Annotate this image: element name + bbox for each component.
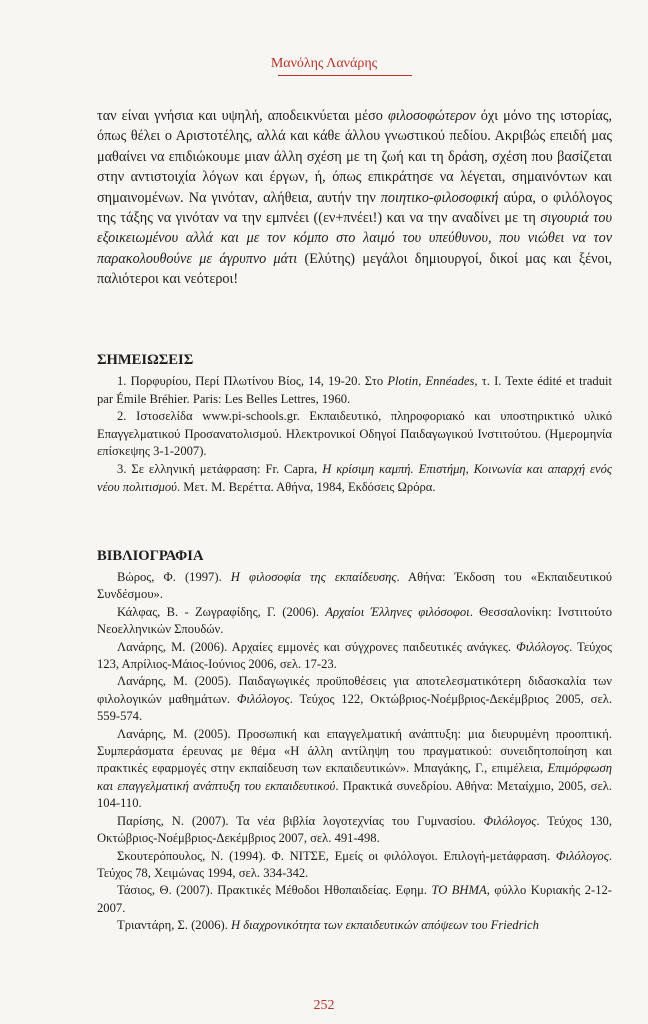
running-header: Μανόλης Λανάρης: [270, 56, 378, 71]
bibliography-list: [97, 569, 612, 935]
note-item: 3. Σε ελληνική μετάφραση: Fr. Capra, Η κρίσιμη καμπή. Επιστήμη, Κοινωνία και απαρχή ενός νέου πολιτισμού. Μετ. Μ. Βερέττα. Αθήνα, 1984, Εκδόσεις Ωρόρα.: [97, 461, 612, 494]
page-number: 252: [313, 998, 335, 1013]
bibliography-entry: Τάσιος, Θ. (2007). Πρακτικές Μέθοδοι Ηθοπαιδείας. Εφημ. ΤΟ ΒΗΜΑ, φύλλο Κυριακής 2-12-2007.: [97, 883, 612, 915]
bibliography-entry: Παρίσης, Ν. (2007). Τα νέα βιβλία λογοτεχνίας του Γυμνασίου. Φιλόλογος. Τεύχος 130, Οκτώβριος-Νοέμβριος-Δεκέμβριος 2007, σελ. 491-498.: [97, 813, 613, 846]
bibliography-heading: ΒΙΒΛΙΟΓΡΑΦΙΑ: [97, 548, 204, 564]
bibliography-entry: Τριαντάρη, Σ. (2006). Η διαχρονικότητα των εκπαιδευτικών απόψεων του Friedrich: [117, 918, 539, 933]
note-item: 1. Πορφυρίου, Περί Πλωτίνου Βίος, 14, 19-20. Στο Plotin, Ennéades, τ. I. Texte édité et traduit par Émile Bréhier. Paris: Les Belles Lettres, 1960.: [97, 374, 613, 406]
bibliography-entry: Λανάρης, Μ. (2006). Αρχαίες εμμονές και σύγχρονες παιδευτικές ανάγκες. Φιλόλογος. Τεύχος 123, Απρίλιος-Μάιος-Ιούνιος 2006, σελ. 17-23.: [97, 639, 612, 672]
notes-list: [97, 373, 612, 496]
body-paragraph: ταν είναι γνήσια και υψηλή, αποδεικνύεται μέσο φιλοσοφώτερον όχι μόνο της ιστορίας, όπως θέλει ο Αριστοτέλης, αλλά και κάθε άλλου γνωστικού πεδίου. Ακριβώς επειδή μας μαθαίνει να επιδιώκουμε μιαν άλλη σχέση με τη ζωή και τη δράση, σχέση που βασίζεται στην αντιστοιχία λόγων και έργων, ή, όπως επικράτησε να λέγεται, σημαινόντων και σημαινομένων. Να γινόταν, αλήθεια, αυτήν την ποιητικο-φιλοσοφική αύρα, ο φιλόλογος της τάξης να γινόταν να την εμπνέει ((εν+πνέει!) και να την αναδίνει με τη σιγουριά του εξοικειωμένου αλλά και με τον κόμπο στο λαιμό του υπεύθυνου, που νιώθει να τον παρακολουθούνε με άγρυπνο μάτι (Ελύτης) μεγάλοι δημιουργοί, δικοί μας και ξένοι, παλιότεροι και νεότεροι!: [97, 108, 613, 288]
bibliography-entry: Κάλφας, Β. - Ζωγραφίδης, Γ. (2006). Αρχαίοι Έλληνες φιλόσοφοι. Θεσσαλονίκη: Ινστιτούτο Νεοελληνικών Σπουδών.: [97, 604, 612, 637]
note-item: 2. Ιστοσελίδα www.pi-schools.gr. Εκπαιδευτικό, πληροφοριακό και υποστηρικτικό υλικό Επαγγελματικού Προσανατολισμού. Ηλεκτρονικοί Οδηγοί Παιδαγωγικού Ινστιτούτου. (Ημερομηνία επίσκεψης 3-1-2007).: [97, 409, 612, 459]
bibliography-entry: Λανάρης, Μ. (2005). Προσωπική και επαγγελματική ανάπτυξη: μια διευρυμένη προοπτική. Συμπεράσματα έρευνας με θέμα «Η άλλη αντίληψη του πραγματικού: συνειδητοποίηση και πρακτικές εφαρμογές στην εκπαίδευση των εκπαιδευτικών». Μπαγάκης, Γ., επιμέλεια, Επιμόρφωση και επαγγελματική ανάπτυξη του εκπαιδευτικού. Πρακτικά συνεδρίου. Αθήνα: Μεταίχμιο, 2005, σελ. 104-110.: [97, 726, 612, 811]
bibliography-entry: Βώρος, Φ. (1997). Η φιλοσοφία της εκπαίδευσης. Αθήνα: Έκδοση του «Εκπαιδευτικού Συνδέσμου».: [97, 570, 612, 602]
bibliography-entry: Λανάρης, Μ. (2005). Παιδαγωγικές προϋποθέσεις για αποτελεσματικότερη διδασκαλία των φιλολογικών μαθημάτων. Φιλόλογος. Τεύχος 122, Οκτώβριος-Νοέμβριος-Δεκέμβριος 2005, σελ. 559-574.: [97, 674, 612, 724]
notes-heading: ΣΗΜΕΙΩΣΕΙΣ: [97, 352, 194, 368]
bibliography-entry: Σκουτερόπουλος, Ν. (1994). Φ. ΝΙΤΣΕ, Εμείς οι φιλόλογοι. Επιλογή-μετάφραση. Φιλόλογος. Τεύχος 78, Χειμώνας 1994, σελ. 334-342.: [97, 848, 612, 880]
header-rule: [278, 75, 412, 76]
